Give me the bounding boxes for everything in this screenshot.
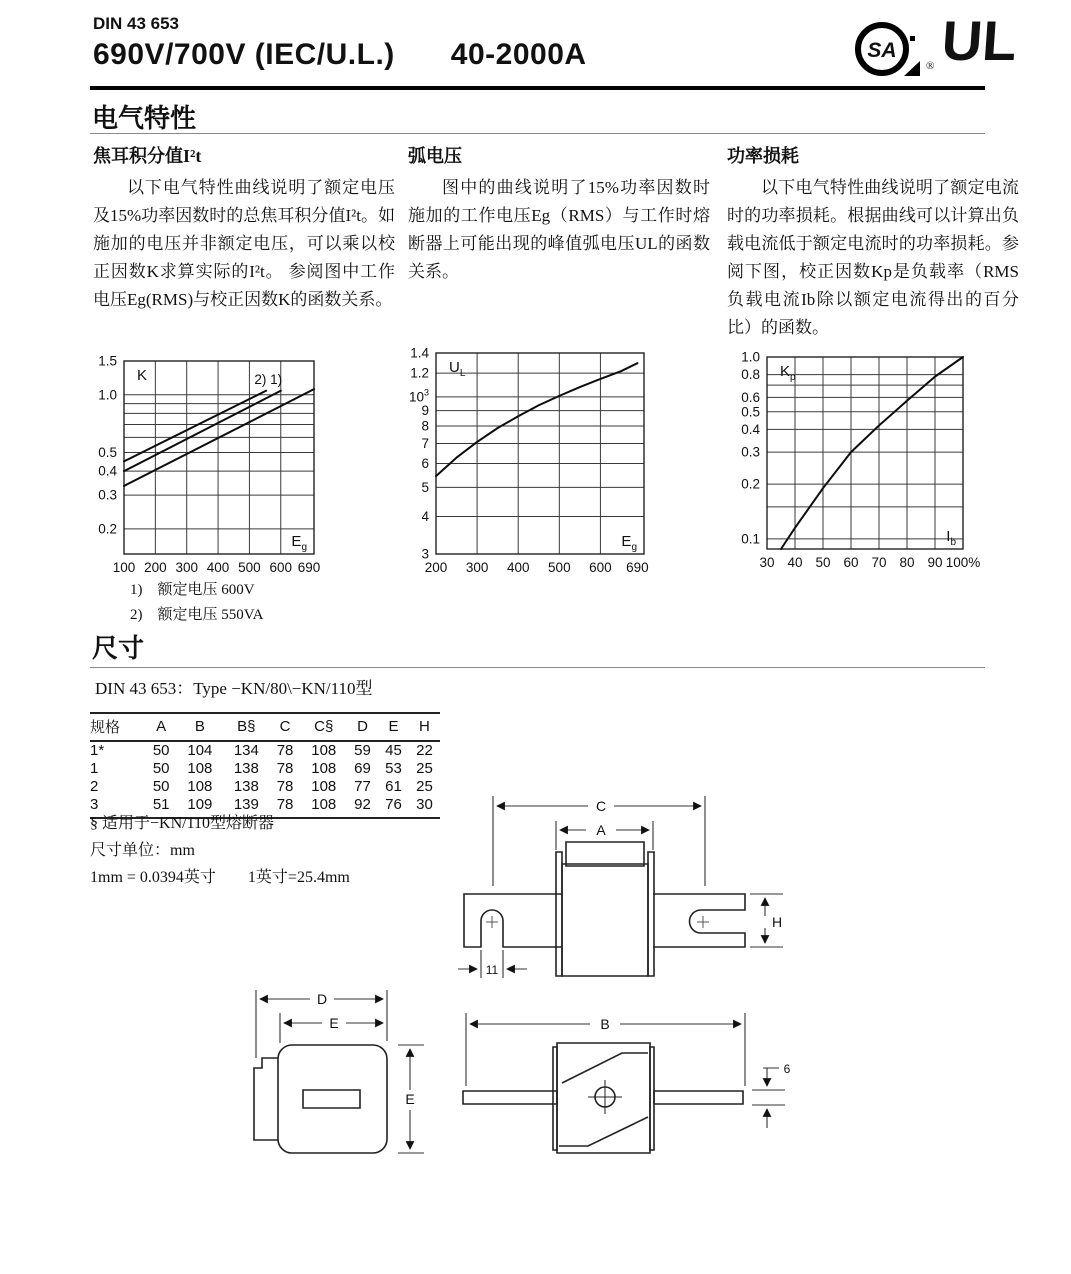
svg-text:600: 600 <box>589 560 612 575</box>
svg-text:0.5: 0.5 <box>741 404 760 420</box>
table-cell: 78 <box>276 778 294 795</box>
table-cell: 51 <box>146 796 177 818</box>
dim-label-E: E <box>329 1015 339 1031</box>
dim-label-C: C <box>595 798 607 814</box>
footnote-2: 2) 额定电压 550VA <box>130 607 264 623</box>
table-cell: 69 <box>354 760 371 777</box>
svg-text:30: 30 <box>759 555 775 570</box>
table-cell: 2 <box>90 778 99 795</box>
plot-border <box>767 357 963 549</box>
drawing-front-view <box>450 785 790 990</box>
svg-text:0.6: 0.6 <box>741 389 760 405</box>
csa-mark-icon <box>850 18 924 84</box>
svg-text:1.0: 1.0 <box>741 349 760 365</box>
right-blade-top <box>654 1091 743 1104</box>
fuse-cap <box>566 842 644 866</box>
csa-logo-icon <box>850 18 924 89</box>
table-cell: 77 <box>354 778 371 795</box>
table-cell: 50 <box>152 778 170 795</box>
column-heading: 弧电压 <box>408 146 462 166</box>
series-line <box>124 391 281 471</box>
svg-text:300: 300 <box>175 560 198 575</box>
dimension-labels <box>600 1016 790 1076</box>
column-body: 以下电气特性曲线说明了额定电流时的功率损耗。根据曲线可以计算出负载电流低于额定电流时的功率损耗。参阅下图，校正因数Kp是负载率（RMS负载电流Ib除以额定电流得出的百分比）的函数。 <box>727 178 1019 337</box>
svg-text:5: 5 <box>421 479 429 495</box>
svg-text:70: 70 <box>871 555 887 570</box>
table-cell: 138 <box>233 778 259 795</box>
table-cell: 78 <box>270 796 301 818</box>
tick-labels <box>98 354 320 576</box>
section-title-electrical: 电气特性 <box>92 104 197 133</box>
column-i2t <box>93 142 395 314</box>
axis-label-y: $U_L$ <box>449 359 466 379</box>
svg-text:0.8: 0.8 <box>741 367 760 383</box>
section-rule <box>90 667 985 668</box>
ul-mark-icon: UL <box>939 9 1019 72</box>
svg-text:103: $10^3$ <box>408 387 429 405</box>
table-cell: 1 <box>90 760 99 777</box>
svg-text:200: 200 <box>424 560 448 575</box>
svg-text:400: 400 <box>506 560 530 575</box>
chart-footnotes <box>130 578 263 628</box>
svg-text:0.3: 0.3 <box>741 444 760 460</box>
left-blade <box>464 894 562 947</box>
body-outline <box>463 1043 743 1153</box>
doc-number: DIN 43 653 <box>93 14 179 33</box>
column-header: C§ <box>301 713 347 741</box>
column-header: E <box>378 713 409 741</box>
curve-annotation: 2) 1) <box>254 371 283 387</box>
table-cell: 92 <box>347 796 378 818</box>
note-section-mark: § 适用于−KN/110型熔断器 <box>90 815 274 832</box>
axis-label-x: $I_b$ <box>946 528 956 548</box>
table-cell: 53 <box>385 760 402 777</box>
table-row <box>90 741 440 760</box>
svg-text:690: 690 <box>297 560 321 575</box>
header-rule <box>90 86 985 90</box>
table-cell: 104 <box>187 742 213 759</box>
table-cell: 78 <box>276 760 294 777</box>
title-voltage: 690V/700V (IEC/U.L.) <box>93 38 395 71</box>
gridlines <box>436 353 644 554</box>
drawing-end-view <box>248 985 428 1170</box>
column-header: H <box>409 713 440 741</box>
svg-text:0.2: 0.2 <box>741 476 760 492</box>
table-row <box>90 778 440 796</box>
chart-power-loss-factor <box>729 348 981 586</box>
table-cell: 1* <box>90 742 105 759</box>
table-cell: 108 <box>311 742 337 759</box>
axis-label-y: K <box>137 367 148 384</box>
dim-label-slot: 11 <box>485 963 499 977</box>
svg-text:1.4: 1.4 <box>410 345 429 361</box>
column-header: A <box>146 713 177 741</box>
svg-text:400: 400 <box>206 560 230 575</box>
svg-text:0.4: 0.4 <box>98 463 117 479</box>
svg-text:80: 80 <box>899 555 915 570</box>
dim-label-E-side: E <box>405 1091 415 1107</box>
indicator-diagonal-top <box>562 1053 648 1083</box>
svg-text:0.2: 0.2 <box>98 521 117 537</box>
footnote-1: 1) 额定电压 600V <box>130 582 255 598</box>
table-cell: 76 <box>378 796 409 818</box>
svg-text:4: 4 <box>421 508 429 524</box>
fuse-body-top <box>557 1043 650 1153</box>
table-cell: 109 <box>177 796 223 818</box>
table-cell: 78 <box>276 742 294 759</box>
body-outline <box>254 1045 387 1153</box>
table-cell: 139 <box>223 796 269 818</box>
svg-text:0.3: 0.3 <box>98 487 117 503</box>
column-header: B§ <box>223 713 269 741</box>
svg-text:0.5: 0.5 <box>98 445 117 461</box>
column-header: D <box>347 713 378 741</box>
dimension-lines <box>466 1013 785 1128</box>
side-tab <box>254 1058 278 1140</box>
svg-text:40: 40 <box>787 555 803 570</box>
tick-labels <box>741 350 980 571</box>
right-blade <box>653 894 745 947</box>
plot-border <box>436 353 644 554</box>
svg-text:7: 7 <box>421 435 429 451</box>
dim-label-A: A <box>596 822 606 838</box>
dimension-lines <box>458 796 783 978</box>
type-designation: DIN 43 653：Type −KN/80\−KN/110型 <box>95 679 373 698</box>
table-cell: 61 <box>385 778 402 795</box>
registered-mark: ® <box>926 60 935 72</box>
column-arc-voltage <box>408 142 710 286</box>
fuse-outline <box>464 842 745 976</box>
table-cell: 30 <box>409 796 440 818</box>
column-header: C <box>270 713 301 741</box>
svg-text:0.4: 0.4 <box>741 421 760 437</box>
dim-label-D: D <box>316 991 328 1007</box>
table-cell: 108 <box>301 796 347 818</box>
svg-text:60: 60 <box>843 555 859 570</box>
axis-label-x: $E_g$ <box>621 533 637 553</box>
axis-label-x: $E_g$ <box>291 533 307 553</box>
dim-label-H: H <box>772 914 783 930</box>
svg-text:600: 600 <box>269 560 293 575</box>
tick-labels <box>409 346 649 576</box>
svg-text:1.5: 1.5 <box>98 353 117 369</box>
section-rule <box>90 133 985 134</box>
fuse-body <box>562 864 648 976</box>
svg-text:90: 90 <box>927 555 943 570</box>
svg-text:1.0: 1.0 <box>98 387 117 403</box>
table-cell: 3 <box>90 796 146 818</box>
dimensions-table-body <box>90 741 440 818</box>
column-header: 规格 <box>90 713 146 741</box>
svg-text:200: 200 <box>144 560 167 575</box>
table-cell: 25 <box>416 778 433 795</box>
table-cell: 108 <box>187 760 213 777</box>
table-cell: 108 <box>311 760 337 777</box>
arc-voltage-svg <box>398 344 658 586</box>
dimension-notes <box>90 810 350 891</box>
right-rail <box>648 852 654 976</box>
svg-text:500: 500 <box>238 560 261 575</box>
svg-text:8: 8 <box>421 418 429 434</box>
series-line <box>436 363 637 476</box>
chart-arc-voltage <box>398 344 658 591</box>
svg-text:3: 3 <box>421 546 429 562</box>
left-blade-top <box>463 1091 557 1104</box>
table-cell: 50 <box>152 760 170 777</box>
column-body: 图中的曲线说明了15%功率因数时施加的工作电压Eg（RMS）与工作时熔断器上可能出现的峰值弧电压UL的函数关系。 <box>408 178 710 281</box>
svg-text:100%: 100% <box>945 555 981 570</box>
axis-label-y: $K_p$ <box>780 363 796 383</box>
power-loss-factor-svg <box>729 348 981 581</box>
table-cell: 22 <box>416 742 433 759</box>
svg-text:1.2: 1.2 <box>410 365 429 381</box>
title-current-range: 40-2000A <box>450 38 587 71</box>
center-marks <box>486 916 709 928</box>
note-units: 尺寸单位：mm <box>90 842 195 859</box>
svg-text:SA: SA <box>867 39 897 62</box>
table-cell: 50 <box>152 742 170 759</box>
svg-text:100: 100 <box>112 560 136 575</box>
table-row <box>90 760 440 778</box>
column-heading: 焦耳积分值I²t <box>93 146 202 166</box>
indicator-diagonal-bottom <box>559 1117 648 1146</box>
table-cell: 108 <box>311 778 337 795</box>
column-heading: 功率损耗 <box>727 146 799 166</box>
chart-i2t-correction-factor <box>86 352 328 591</box>
gridlines <box>767 357 963 549</box>
table-cell: 45 <box>385 742 402 759</box>
left-rail <box>556 852 562 976</box>
svg-text:6: 6 <box>421 456 429 472</box>
center-slot <box>303 1090 360 1108</box>
series-line <box>781 357 963 549</box>
column-header: B <box>177 713 223 741</box>
ul-logo-icon <box>924 9 1019 84</box>
svg-text:0.1: 0.1 <box>741 531 760 547</box>
note-conversion: 1mm = 0.0394英寸 1英寸=25.4mm <box>90 869 350 886</box>
svg-text:690: 690 <box>626 560 649 575</box>
i2t-correction-factor-svg <box>86 352 328 586</box>
drawing-top-view <box>450 1010 790 1170</box>
dim-label-six: 6 <box>783 1062 790 1076</box>
table-cell: 25 <box>416 760 433 777</box>
section-title-dimensions: 尺寸 <box>92 634 145 663</box>
page-title <box>93 38 587 72</box>
column-power-loss <box>727 142 1019 342</box>
header-row <box>90 713 440 741</box>
dimensions-table-head <box>90 713 440 741</box>
svg-text:50: 50 <box>815 555 831 570</box>
body-profile <box>278 1045 387 1153</box>
table-cell: 138 <box>233 760 259 777</box>
svg-text:300: 300 <box>465 560 489 575</box>
column-body: 以下电气特性曲线说明了额定电压及15%功率因数时的总焦耳积分值I²t。如施加的电压并非额定电压，可以乘以校正因数K求算实际的I²t。 参阅图中工作电压Eg(RMS)与校正因数K的函数关系。 <box>93 178 395 309</box>
dimension-lines <box>256 990 424 1153</box>
table-cell: 108 <box>187 778 213 795</box>
svg-text:500: 500 <box>548 560 571 575</box>
dim-label-B: B <box>600 1016 610 1032</box>
svg-text:9: 9 <box>421 403 429 419</box>
crosshair <box>588 1080 622 1114</box>
dimension-labels <box>486 798 782 977</box>
table-cell: 134 <box>233 742 259 759</box>
table-cell: 59 <box>354 742 371 759</box>
dimensions-table <box>90 712 440 819</box>
